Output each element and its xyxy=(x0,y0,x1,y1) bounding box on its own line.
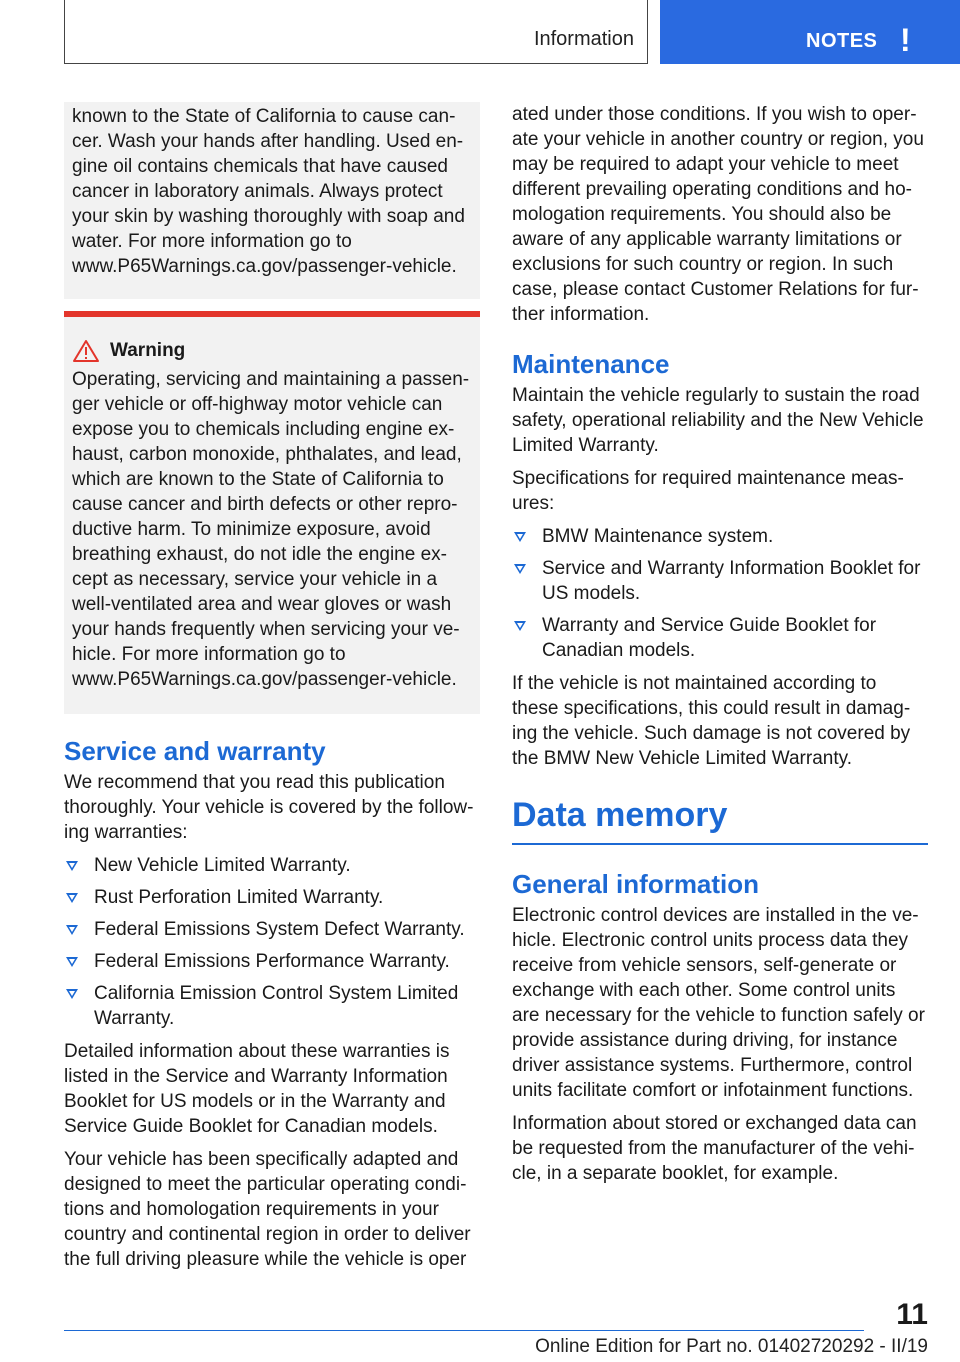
left-column xyxy=(64,102,480,1280)
warranty-list xyxy=(64,853,480,1031)
general-information-heading: General information xyxy=(512,869,760,899)
warranty-detail-paragraph: Detailed information about these warranties is listed in the Service and Warranty Information Booklet for US models or in the Warranty and Service Guide Booklet for Canadian models. xyxy=(64,1041,450,1137)
footer-divider xyxy=(64,1330,864,1331)
maintenance-paragraph-1: Maintain the vehicle regularly to sustain the road safety, operational reliability and the New Vehicle Limited Warranty. xyxy=(512,385,924,456)
data-memory-heading: Data memory xyxy=(512,791,928,845)
list-item: Federal Emissions Performance Warranty. xyxy=(64,949,480,974)
list-item: BMW Maintenance system. xyxy=(512,524,928,549)
notes-tab[interactable] xyxy=(660,0,960,64)
page-number: 11 xyxy=(896,1298,928,1331)
notes-tab-label: NOTES xyxy=(806,30,878,52)
warning-text: Operating, servicing and maintaining a passenger vehicle or off-highway motor vehicle can expose you to chemicals including engine exhaust, carbon monoxide, phthalates, and lead, which are known to the State of California to cause cancer and birth defects or other reproductive harm. To minimize exposure, avoid breathing exhaust, do not idle the engine except as necessary, service your vehicle in a well-ventilated area and wear gloves or wash your hands frequently when servicing your vehicle. For more information go to www.P65Warnings.ca.gov/passenger-vehicle. xyxy=(72,369,470,690)
warning-triangle-icon xyxy=(72,339,100,363)
footer-edition: Online Edition for Part no. 01402720292 - II/19 xyxy=(535,1336,928,1357)
maintenance-paragraph-3: If the vehicle is not maintained according to these specifications, this could result in damaging the vehicle. Such damage is not covered by the BMW New Vehicle Limited Warranty. xyxy=(512,673,911,769)
list-item: Rust Perforation Limited Warranty. xyxy=(64,885,480,910)
warning-title: Warning xyxy=(110,340,186,361)
list-item: Warranty and Service Guide Booklet for Canadian models. xyxy=(512,613,928,663)
list-item: New Vehicle Limited Warranty. xyxy=(64,853,480,878)
list-item: Service and Warranty Information Booklet for US models. xyxy=(512,556,928,606)
exclamation-icon: ! xyxy=(900,22,911,58)
maintenance-paragraph-2: Specifications for required maintenance measures: xyxy=(512,468,904,514)
carryover-note-text: known to the State of California to cause cancer. Wash your hands after handling. Used engine oil contains chemicals that have caused cancer in laboratory animals. Always protect your skin by washing thoroughly with soap and water. For more information go to www.P65Warnings.ca.gov/passenger-vehicle. xyxy=(72,106,465,277)
warning-header xyxy=(72,339,472,363)
carryover-note-box xyxy=(64,102,480,299)
list-item: California Emission Control System Limited Warranty. xyxy=(64,981,480,1031)
maintenance-heading: Maintenance xyxy=(512,349,670,379)
list-item: Federal Emissions System Defect Warranty. xyxy=(64,917,480,942)
data-memory-paragraph-2: Information about stored or exchanged data can be requested from the manufacturer of the vehicle, in a separate booklet, for example. xyxy=(512,1113,917,1184)
maintenance-list xyxy=(512,524,928,663)
right-column xyxy=(512,102,928,1194)
service-warranty-heading: Service and warranty xyxy=(64,736,326,766)
continued-paragraph: ated under those conditions. If you wish to operate your vehicle in another country or region, you may be required to adapt your vehicle to meet different prevailing operating conditions and homologation requirements. You should also be aware of any applicable warranty limitations or exclusions for such country or region. In such case, please contact Customer Relations for further information. xyxy=(512,104,924,325)
warning-box xyxy=(64,311,480,714)
adapted-vehicle-paragraph: Your vehicle has been specifically adapted and designed to meet the particular operating conditions and homologation requirements in your country and continental region in order to deliver the full driving pleasure while the vehicle is oper xyxy=(64,1149,471,1270)
service-intro: We recommend that you read this publication thoroughly. Your vehicle is covered by the following warranties: xyxy=(64,772,474,843)
data-memory-paragraph-1: Electronic control devices are installed in the vehicle. Electronic control units process data they receive from vehicle sensors, self-generate or exchange with each other. Some control units are necessary for the vehicle to function safely or provide assistance during driving, for instance driver assistance systems. Furthermore, control units facilitate comfort or infotainment functions. xyxy=(512,905,925,1101)
header-section-title: Information xyxy=(533,28,634,50)
